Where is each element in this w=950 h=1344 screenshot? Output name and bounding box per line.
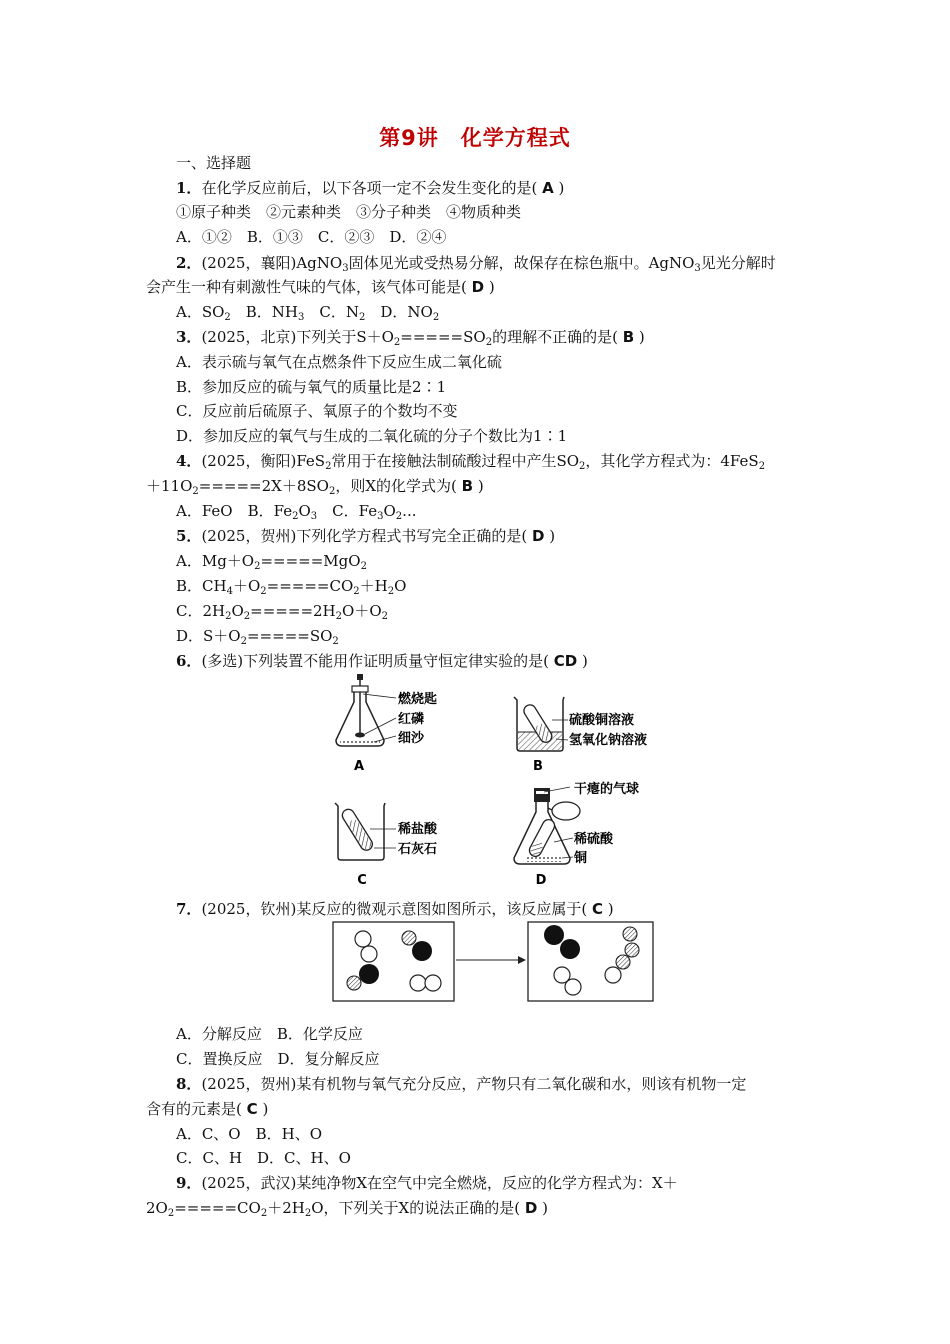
- question-8-options-2: C．C、H D．C、H、O: [176, 1149, 351, 1167]
- answer-9: D: [524, 1199, 538, 1217]
- question-1-items: ①原子种类 ②元素种类 ③分子种类 ④物质种类: [176, 203, 522, 221]
- label-a-spoon: 燃烧匙: [398, 692, 438, 707]
- question-2-options: A．$SO_2$ B．$NH_3$ C．$N_2$ D．$NO_2$: [176, 303, 440, 323]
- question-6-stem: 6．(多选)下列装置不能用作证明质量守恒定律实验的是( CD ): [176, 652, 588, 670]
- label-d-copper: 铜: [574, 851, 588, 866]
- question-7-options-2: C．置换反应 D．复分解反应: [176, 1050, 380, 1068]
- apparatus-svg: [330, 672, 660, 890]
- answer-7: C: [591, 900, 603, 918]
- label-a-sand: 细沙: [398, 731, 425, 746]
- question-5-stem: 5．(2025，贺州)下列化学方程式书写完全正确的是( D ): [176, 527, 556, 545]
- answer-2: D: [471, 278, 485, 296]
- question-9-stem: 9．(2025，武汉)某纯净物X在空气中完全燃烧，反应的化学方程式为：X＋: [176, 1174, 678, 1192]
- reaction-svg: [332, 921, 662, 1003]
- question-4-stem: 4．(2025，衡阳)FeS$_2$常用于在接触法制硫酸过程中产生$SO_2$，其化学方程式为：4FeS$_2$: [176, 452, 766, 472]
- section-heading: 一、选择题: [176, 154, 252, 172]
- question-2-stem-cont: 会产生一种有刺激性气味的气体，该气体可能是( D ): [146, 278, 495, 296]
- apparatus-c: [335, 803, 438, 888]
- question-5-option-d: D．$S+O_2=====SO_2$: [176, 627, 339, 647]
- question-5-option-c: C．$2H_2O_2=====2H_2O+O_2$: [176, 602, 388, 622]
- label-b-copper-sulfate: 硫酸铜溶液: [569, 713, 635, 728]
- question-8-stem: 8．(2025，贺州)某有机物与氧气充分反应，产物只有二氧化碳和水，则该有机物一定: [176, 1075, 747, 1093]
- question-3-option-a: A．表示硫与氧气在点燃条件下反应生成二氧化硫: [176, 353, 502, 371]
- apparatus-figure: [330, 672, 660, 890]
- label-b-naoh: 氢氧化钠溶液: [569, 733, 648, 748]
- question-9-stem-cont: $2O_2=====CO_2+2H_2O$，下列关于X的说法正确的是( D ): [146, 1199, 548, 1219]
- label-a-phosphorus: 红磷: [398, 712, 425, 727]
- question-7-stem: 7．(2025，钦州)某反应的微观示意图如图所示，该反应属于( C ): [176, 900, 614, 918]
- question-7-options-1: A．分解反应 B．化学反应: [176, 1025, 363, 1043]
- question-8-options-1: A．C、O B．H、O: [176, 1125, 323, 1143]
- question-5-option-a: A．$Mg+O_2=====MgO_2$: [176, 552, 367, 572]
- label-a: A: [353, 759, 365, 774]
- label-d-balloon: 干瘪的气球: [574, 782, 640, 797]
- question-3-option-d: D．参加反应的氧气与生成的二氧化硫的分子个数比为1∶1: [176, 427, 568, 445]
- question-4-options: A．FeO B．$Fe_2O_3$ C．$Fe_3O_2$...: [176, 502, 417, 522]
- apparatus-d: [514, 781, 639, 888]
- apparatus-b: [514, 697, 647, 774]
- question-3-stem: 3．(2025，北京)下列关于$S+O_2=====SO_2$的理解不正确的是( B ): [176, 328, 645, 348]
- question-2-stem: 2．(2025，襄阳)AgNO$_3$固体见光或受热易分解，故保存在棕色瓶中。AgNO$_3$见光分解时: [176, 254, 776, 274]
- answer-1: A: [542, 179, 554, 197]
- label-c: C: [357, 873, 367, 888]
- answer-8: C: [246, 1100, 258, 1118]
- question-1-stem: 1．在化学反应前后，以下各项一定不会发生变化的是( A ): [176, 179, 565, 197]
- label-c-hcl: 稀盐酸: [398, 822, 438, 837]
- question-5-option-b: B．$CH_4+O_2=====CO_2+H_2O$: [176, 577, 407, 597]
- answer-6: CD: [553, 652, 578, 670]
- label-d-h2so4: 稀硫酸: [574, 832, 614, 847]
- answer-5: D: [531, 527, 545, 545]
- label-d: D: [535, 873, 547, 888]
- reaction-diagram: [332, 921, 662, 1003]
- question-8-stem-cont: 含有的元素是( C ): [146, 1100, 269, 1118]
- label-c-limestone: 石灰石: [398, 842, 438, 857]
- answer-3: B: [622, 328, 635, 346]
- question-3-option-b: B．参加反应的硫与氧气的质量比是2∶1: [176, 378, 447, 396]
- answer-4: B: [461, 477, 474, 495]
- question-3-option-c: C．反应前后硫原子、氧原子的个数均不变: [176, 402, 458, 420]
- question-4-stem-cont: $+11O_2=====2X+8SO_2$，则X的化学式为( B ): [146, 477, 484, 497]
- label-b: B: [533, 759, 543, 774]
- apparatus-a: [336, 674, 437, 774]
- page-title: 第9讲 化学方程式: [379, 126, 571, 150]
- question-1-options: A．①② B．①③ C．②③ D．②④: [176, 228, 447, 246]
